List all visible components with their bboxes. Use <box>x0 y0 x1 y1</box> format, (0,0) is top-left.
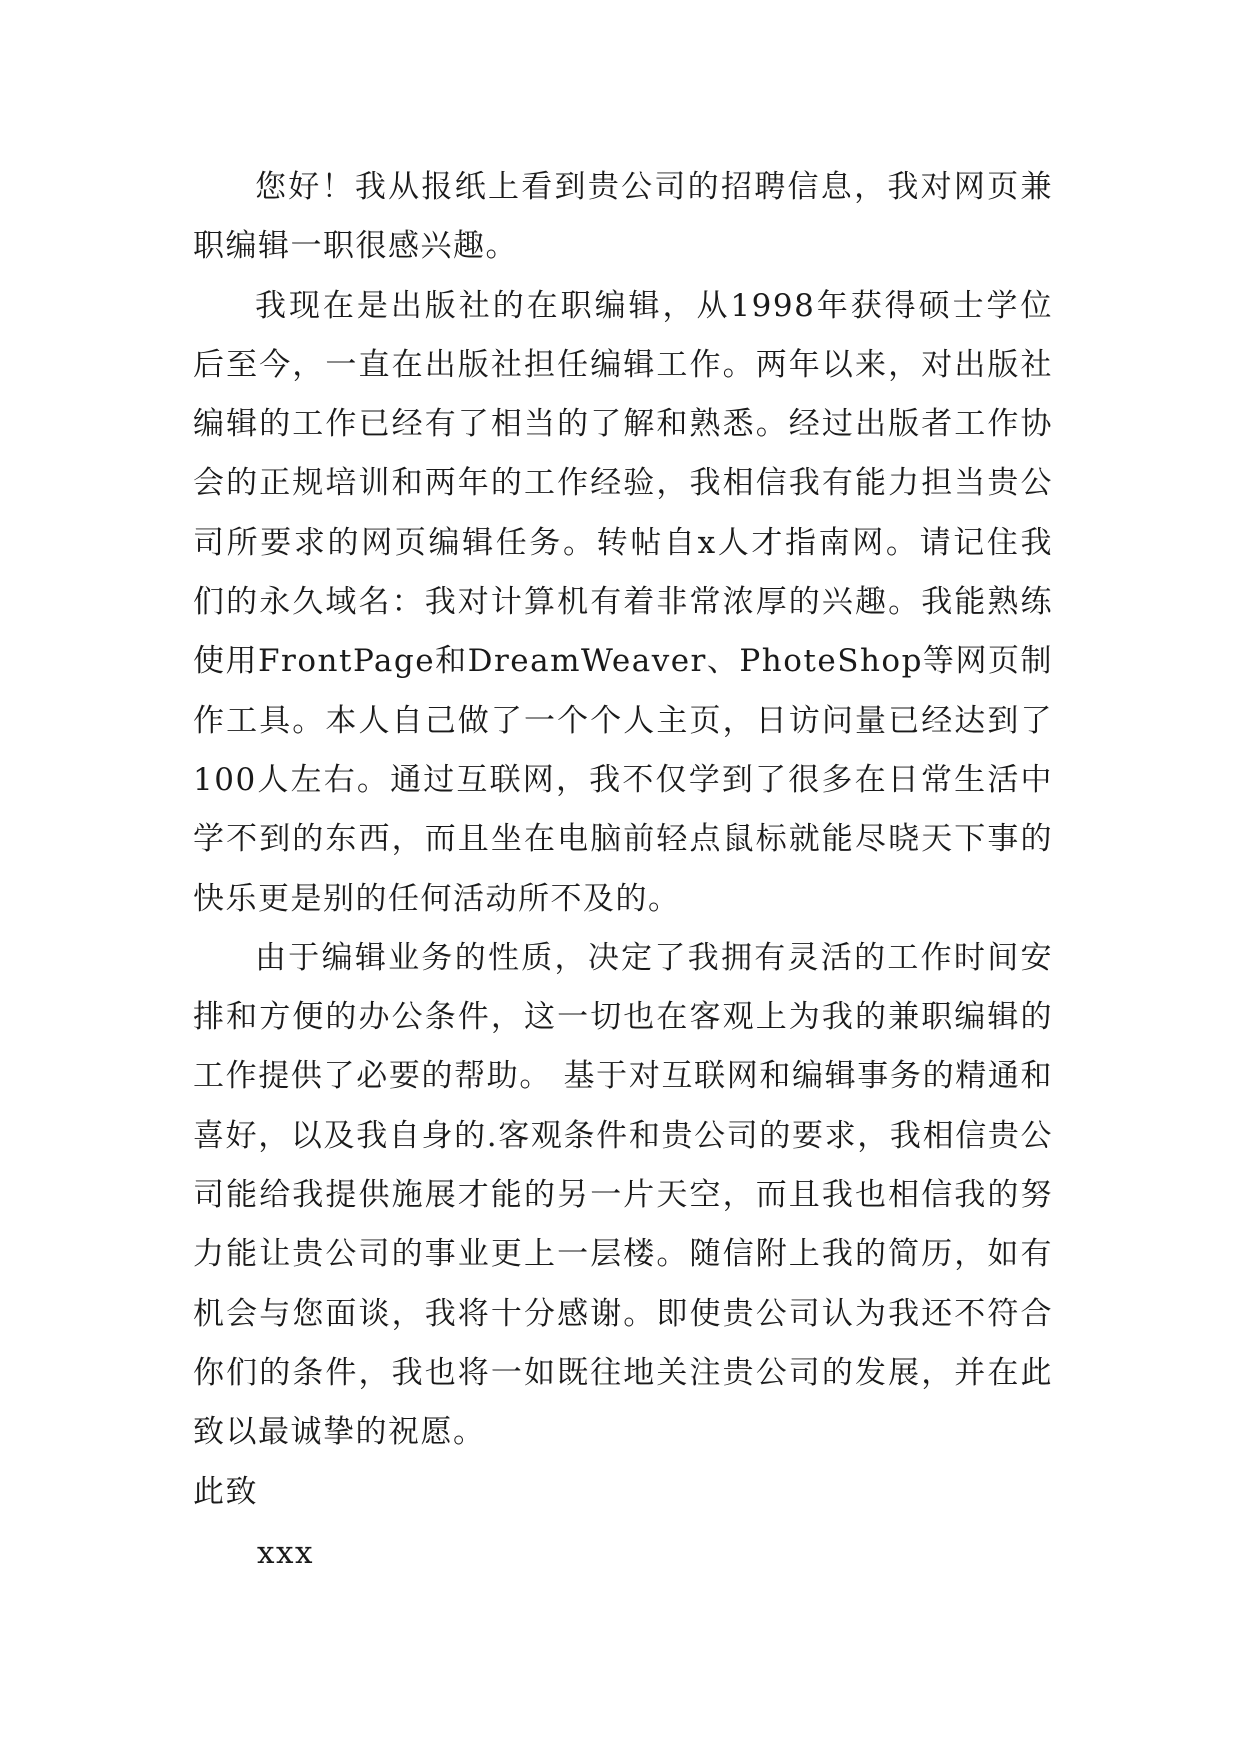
paragraph-experience: 我现在是出版社的在职编辑，从1998年获得硕士学位后至今，一直在出版社担任编辑工作。两年以来，对出版社编辑的工作已经有了相当的了解和熟悉。经过出版者工作协会的正规培训和两年的工作经验，我相信我有能力担当贵公司所要求的网页编辑任务。转帖自x人才指南网。请记住我们的永久域名：我对计算机有着非常浓厚的兴趣。我能熟练使用FrontPage和DreamWeaver、PhoteShop等网页制作工具。本人自己做了一个个人主页，日访问量已经达到了100人左右。通过互联网，我不仅学到了很多在日常生活中学不到的东西，而且坐在电脑前轻点鼠标就能尽晓天下事的快乐更是别的任何活动所不及的。 <box>193 287 1053 917</box>
paragraph-conclusion: 由于编辑业务的性质，决定了我拥有灵活的工作时间安排和方便的办公条件，这一切也在客观上为我的兼职编辑的工作提供了必要的帮助。 基于对互联网和编辑事务的精通和喜好，以及我自身的.客观条件和贵公司的要求，我相信贵公司能给我提供施展才能的另一片天空，而且我也相信我的努力能让贵公司的事业更上一层楼。随信附上我的简历，如有机会与您面谈，我将十分感谢。即使贵公司认为我还不符合你们的条件，我也将一如既往地关注贵公司的发展，并在此致以最诚挚的祝愿。 <box>193 939 1053 1451</box>
letter-body <box>193 158 1053 1583</box>
paragraph-greeting: 您好！我从报纸上看到贵公司的招聘信息，我对网页兼职编辑一职很感兴趣。 <box>193 169 1053 265</box>
closing-salutation: 此致 <box>193 1473 258 1510</box>
signature: xxx <box>257 1534 314 1571</box>
